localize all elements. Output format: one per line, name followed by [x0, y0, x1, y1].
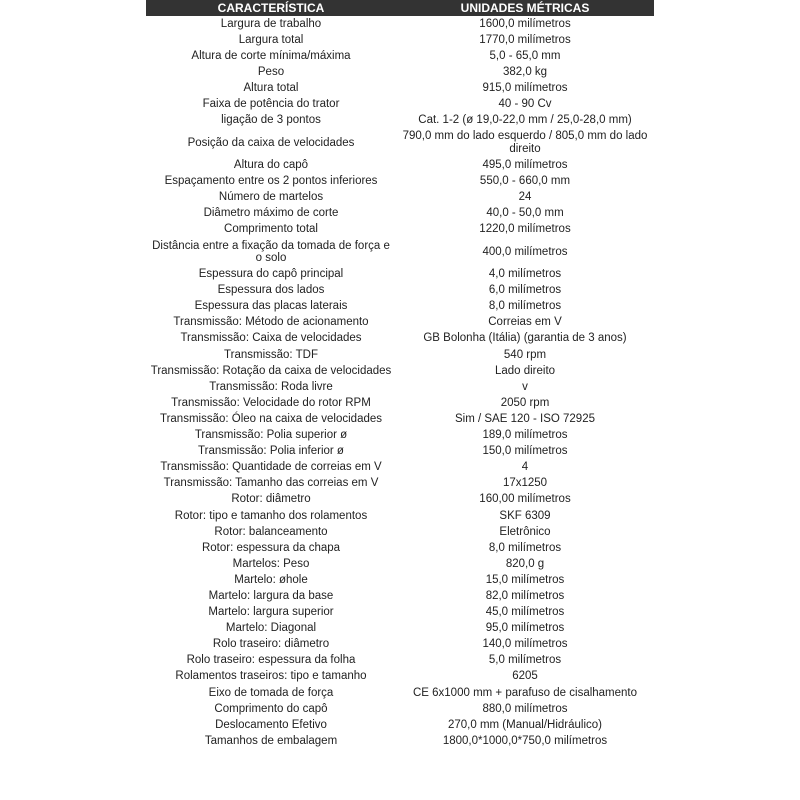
table-row [146, 395, 654, 411]
table-row [146, 347, 654, 363]
feature-cell: Altura do capô [233, 159, 309, 172]
table-row [146, 620, 654, 636]
value-cell: GB Bolonha (Itália) (garantia de 3 anos) [423, 332, 627, 345]
value-cell: 4 [521, 461, 529, 474]
value-cell: 270,0 mm (Manual/Hidráulico) [447, 718, 603, 731]
table-row [146, 157, 654, 173]
feature-cell: Altura de corte mínima/máxima [191, 49, 351, 62]
table-row [146, 669, 654, 685]
table-row [146, 222, 654, 238]
feature-cell: Transmissão: Velocidade do rotor RPM [171, 396, 371, 409]
feature-cell: Peso [257, 66, 285, 79]
value-cell: 189,0 milímetros [482, 429, 568, 442]
feature-cell: Tamanhos de embalagem [204, 734, 338, 747]
value-cell: 8,0 milímetros [488, 541, 562, 554]
feature-cell: Martelo: largura da base [208, 589, 334, 602]
table-row [146, 331, 654, 347]
table-row [146, 733, 654, 749]
value-cell: 15,0 milímetros [485, 573, 565, 586]
value-cell: 1600,0 milímetros [479, 17, 571, 30]
value-cell: 6,0 milímetros [488, 284, 562, 297]
table-row [146, 129, 654, 158]
value-cell: 915,0 milímetros [482, 82, 568, 95]
value-cell: 5,0 - 65,0 mm [489, 49, 561, 62]
table-row [146, 80, 654, 96]
feature-cell: Transmissão: Rotação da caixa de velocidades [150, 364, 392, 377]
table-row [146, 443, 654, 459]
feature-cell: Martelo: øhole [234, 573, 308, 586]
feature-cell: Transmissão: Polia superior ø [194, 429, 348, 442]
value-cell: 495,0 milímetros [482, 159, 568, 172]
value-cell: 17x1250 [502, 477, 548, 490]
value-cell: 160,00 milímetros [479, 493, 571, 506]
table-row [146, 685, 654, 701]
table-row [146, 48, 654, 64]
feature-cell: Rotor: espessura da chapa [201, 541, 341, 554]
feature-cell: Transmissão: Polia inferior ø [198, 445, 344, 458]
feature-cell: Transmissão: Roda livre [209, 380, 333, 393]
table-row [146, 379, 654, 395]
table-row [146, 653, 654, 669]
feature-cell: ligação de 3 pontos [221, 114, 321, 127]
feature-cell: Eixo de tomada de força [208, 686, 334, 699]
feature-cell: Transmissão: Método de acionamento [173, 316, 369, 329]
table-row [146, 508, 654, 524]
table-row [146, 315, 654, 331]
value-cell: SKF 6309 [499, 509, 551, 522]
value-cell: 382,0 kg [502, 66, 548, 79]
table-row [146, 427, 654, 443]
table-row [146, 459, 654, 475]
table-row [146, 282, 654, 298]
feature-cell: Distância entre a fixação da tomada de força e o solo [152, 239, 390, 265]
value-cell: 24 [518, 191, 532, 204]
value-cell: Correias em V [488, 316, 562, 329]
table-row [146, 588, 654, 604]
table-row [146, 238, 654, 267]
value-cell: Eletrônico [499, 525, 551, 538]
feature-cell: Espessura do capô principal [198, 268, 344, 281]
feature-cell: Altura total [243, 82, 299, 95]
feature-cell: Rolamentos traseiros: tipo e tamanho [175, 670, 367, 683]
feature-cell: Faixa de potência do trator [202, 98, 340, 111]
value-cell: 140,0 milímetros [482, 638, 568, 651]
feature-cell: Comprimento do capô [214, 702, 328, 715]
feature-cell: Espessura das placas laterais [194, 300, 348, 313]
feature-cell: Rolo traseiro: diâmetro [212, 638, 330, 651]
spec-table [146, 0, 654, 749]
table-row [146, 636, 654, 652]
feature-cell: Diâmetro máximo de corte [203, 207, 339, 220]
value-cell: 2050 rpm [500, 396, 550, 409]
value-cell: 1800,0*1000,0*750,0 milímetros [442, 734, 608, 747]
value-cell: 1220,0 milímetros [479, 223, 571, 236]
feature-cell: Transmissão: Caixa de velocidades [180, 332, 362, 345]
feature-cell: Número de martelos [218, 191, 324, 204]
header-row [146, 0, 654, 16]
value-cell: 4,0 milímetros [488, 268, 562, 281]
value-cell: 150,0 milímetros [482, 445, 568, 458]
feature-cell: Martelo: Diagonal [225, 622, 317, 635]
value-cell: 790,0 mm do lado esquerdo / 805,0 mm do lado direito [402, 130, 648, 155]
feature-cell: Posição da caixa de velocidades [187, 136, 355, 149]
value-cell: Lado direito [494, 364, 556, 377]
table-row [146, 701, 654, 717]
value-cell: v [522, 380, 528, 393]
feature-cell: Rotor: diâmetro [231, 493, 311, 506]
value-cell: 820,0 g [505, 557, 545, 570]
table-row [146, 411, 654, 427]
header-metric-units: UNIDADES MÉTRICAS [396, 0, 654, 16]
feature-cell: Largura total [238, 33, 304, 46]
table-row [146, 96, 654, 112]
feature-cell: Martelos: Peso [232, 557, 310, 570]
table-row [146, 189, 654, 205]
table-row [146, 16, 654, 32]
table-row [146, 206, 654, 222]
value-cell: 400,0 milímetros [482, 245, 568, 258]
table-row [146, 572, 654, 588]
table-row [146, 524, 654, 540]
value-cell: 5,0 milímetros [488, 654, 562, 667]
value-cell: Sim / SAE 120 - ISO 72925 [455, 412, 595, 425]
feature-cell: Transmissão: Quantidade de correias em V [160, 461, 382, 474]
feature-cell: Rotor: balanceamento [214, 525, 328, 538]
feature-cell: Rotor: tipo e tamanho dos rolamentos [174, 509, 368, 522]
table-row [146, 556, 654, 572]
value-cell: 40 - 90 Cv [498, 98, 552, 111]
value-cell: 6205 [512, 670, 538, 683]
table-row [146, 717, 654, 733]
value-cell: 82,0 milímetros [485, 589, 565, 602]
value-cell: 45,0 milímetros [485, 606, 565, 619]
table-row [146, 32, 654, 48]
value-cell: 540 rpm [503, 348, 547, 361]
table-row [146, 266, 654, 282]
value-cell: CE 6x1000 mm + parafuso de cisalhamento [412, 686, 638, 699]
table-row [146, 64, 654, 80]
value-cell: 880,0 milímetros [482, 702, 568, 715]
table-row [146, 492, 654, 508]
value-cell: 40,0 - 50,0 mm [486, 207, 564, 220]
table-row [146, 113, 654, 129]
value-cell: Cat. 1-2 (ø 19,0-22,0 mm / 25,0-28,0 mm) [418, 114, 632, 127]
feature-cell: Rolo traseiro: espessura da folha [186, 654, 356, 667]
feature-cell: Deslocamento Efetivo [215, 718, 327, 731]
value-cell: 550,0 - 660,0 mm [479, 175, 571, 188]
feature-cell: Martelo: largura superior [208, 606, 334, 619]
table-row [146, 540, 654, 556]
header-feature: CARACTERÍSTICA [146, 0, 396, 16]
table-row [146, 604, 654, 620]
table-row [146, 476, 654, 492]
table-row [146, 363, 654, 379]
feature-cell: Transmissão: TDF [224, 348, 318, 361]
feature-cell: Largura de trabalho [220, 17, 322, 30]
feature-cell: Transmissão: Tamanho das correias em V [163, 477, 379, 490]
feature-cell: Espaçamento entre os 2 pontos inferiores [164, 175, 378, 188]
feature-cell: Transmissão: Óleo na caixa de velocidades [159, 412, 383, 425]
table-row [146, 173, 654, 189]
value-cell: 8,0 milímetros [488, 300, 562, 313]
table-row [146, 299, 654, 315]
value-cell: 95,0 milímetros [485, 622, 565, 635]
value-cell: 1770,0 milímetros [479, 33, 571, 46]
feature-cell: Comprimento total [224, 223, 318, 236]
spec-table-body [146, 16, 654, 749]
feature-cell: Espessura dos lados [217, 284, 325, 297]
